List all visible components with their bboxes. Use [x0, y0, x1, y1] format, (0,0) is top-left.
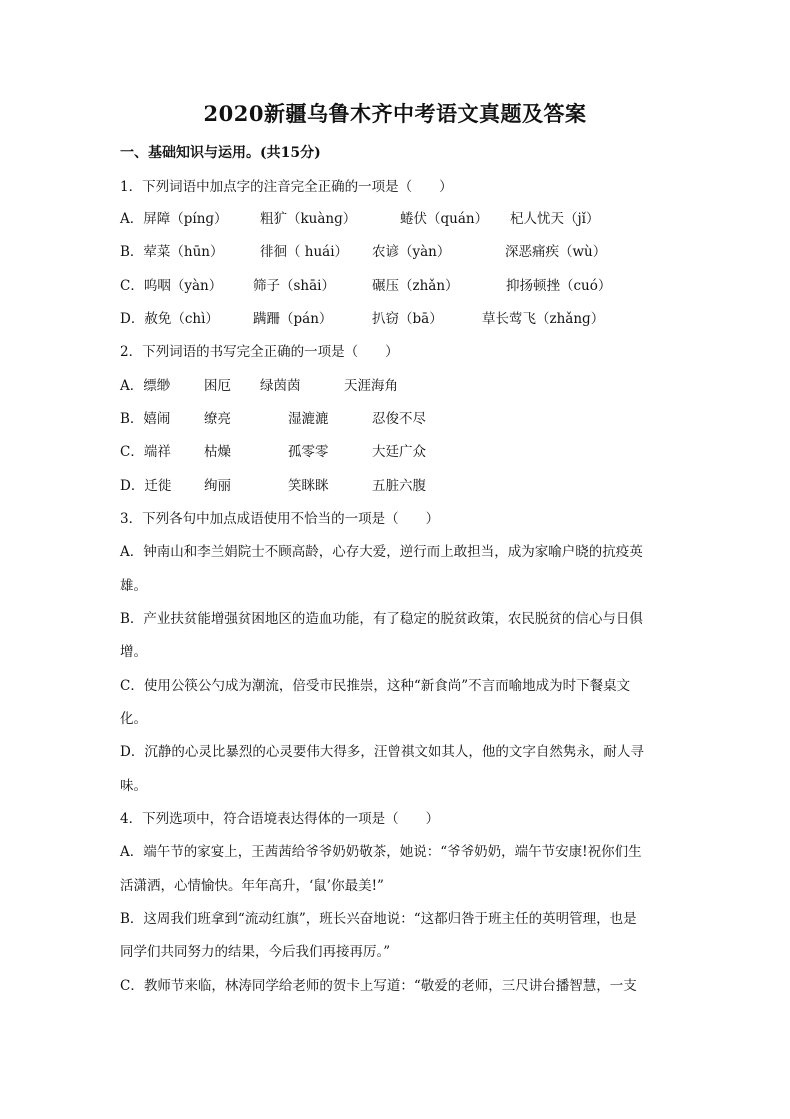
question-2-option-c	[120, 443, 540, 461]
question-2-option-d	[120, 477, 540, 495]
question-1-option-b	[120, 243, 680, 261]
option-item: 蹒跚（pán）	[253, 311, 333, 327]
question-3-line: D．沉静的心灵比暴烈的心灵要伟大得多，汪曾祺文如其人，他的文字自然隽永，耐人寻	[120, 744, 644, 760]
option-item: 忍俊不尽	[372, 411, 426, 427]
option-item: 困厄	[204, 378, 231, 394]
option-item: D．迁徙	[120, 478, 172, 494]
question-4-line: C．教师节来临，林涛同学给老师的贺卡上写道：“敬爱的老师，三尺讲台播智慧，一支	[120, 978, 637, 994]
option-item: 绚丽	[204, 478, 231, 494]
question-3-line: 雄。	[120, 578, 147, 594]
option-item: 缭亮	[204, 411, 231, 427]
question-3-stem: 3．下列各句中加点成语使用不恰当的一项是（ ）	[120, 511, 440, 527]
option-item: 扒窃（bā）	[372, 311, 443, 327]
option-item: 五脏六腹	[372, 478, 426, 494]
option-item: 孤零零	[288, 444, 329, 460]
question-1-option-c	[120, 277, 680, 295]
question-4-line: B．这周我们班拿到“流动红旗”，班长兴奋地说：“这都归咎于班主任的英明管理，也是	[120, 911, 637, 927]
question-3-line: 味。	[120, 778, 147, 794]
question-3-line: 增。	[120, 644, 147, 660]
question-4-line: 同学们共同努力的结果，今后我们再接再厉。”	[120, 944, 391, 960]
option-item: A．屏障（pínɡ）	[120, 211, 228, 227]
option-item: 抑扬顿挫（cuó）	[506, 278, 612, 294]
option-item: D．赦免（chì）	[120, 311, 219, 327]
option-item: 农谚（yàn）	[372, 244, 451, 260]
question-1-option-d	[120, 310, 680, 328]
option-item: 笑眯眯	[288, 478, 329, 494]
option-item: 徘徊（ huái）	[260, 244, 349, 260]
question-3-line: B．产业扶贫能增强贫困地区的造血功能，有了稳定的脱贫政策，农民脱贫的信心与日俱	[120, 611, 643, 627]
question-2-stem: 2．下列词语的书写完全正确的一项是（ ）	[120, 344, 399, 360]
question-4-stem: 4．下列选项中，符合语境表达得体的一项是（ ）	[120, 811, 440, 827]
option-item: 杞人忧天（jǐ）	[510, 211, 600, 227]
option-item: C．端祥	[120, 444, 171, 460]
question-1-stem: 1．下列词语中加点字的注音完全正确的一项是（ ）	[120, 179, 453, 195]
question-3-line: 化。	[120, 711, 147, 727]
question-2-option-a	[120, 377, 540, 395]
option-item: 枯燥	[204, 444, 231, 460]
option-item: 筛子（shāi）	[253, 278, 335, 294]
option-item: 深恶痛疾（wù）	[505, 244, 607, 260]
option-item: B．嬉闹	[120, 411, 171, 427]
option-item: A．缥缈	[120, 378, 171, 394]
option-item: B．荤菜（hūn）	[120, 244, 224, 260]
question-4-line: A．端午节的家宴上，王茜茜给爷爷奶奶敬茶，她说：“爷爷奶奶，端午节安康!祝你们生	[120, 844, 642, 860]
question-3-line: C．使用公筷公勺成为潮流，倍受市民推崇，这种“新食尚”不言而喻地成为时下餐桌文	[120, 678, 631, 694]
document-title: 2020新疆乌鲁木齐中考语文真题及答案	[203, 101, 587, 126]
question-2-option-b	[120, 410, 540, 428]
option-item: 大廷广众	[372, 444, 426, 460]
option-item: 蜷伏（quán）	[400, 211, 489, 227]
option-item: 绿茵茵	[260, 378, 301, 394]
question-4-line: 活潇洒，心情愉快。年年高升，‘鼠’你最美!”	[120, 878, 384, 894]
option-item: 粗犷（kuànɡ）	[260, 211, 357, 227]
section-heading: 一、基础知识与运用。(共15分)	[120, 145, 321, 161]
option-item: 天涯海角	[344, 378, 398, 394]
question-1-option-a	[120, 210, 680, 228]
question-3-line: A．钟南山和李兰娟院士不顾高龄，心存大爱，逆行而上敢担当，成为家喻户晓的抗疫英	[120, 544, 643, 560]
option-item: 草长莺飞（zhǎnɡ）	[482, 311, 605, 327]
option-item: 湿漉漉	[288, 411, 329, 427]
option-item: C．呜咽（yàn）	[120, 278, 223, 294]
option-item: 碾压（zhǎn）	[372, 278, 459, 294]
